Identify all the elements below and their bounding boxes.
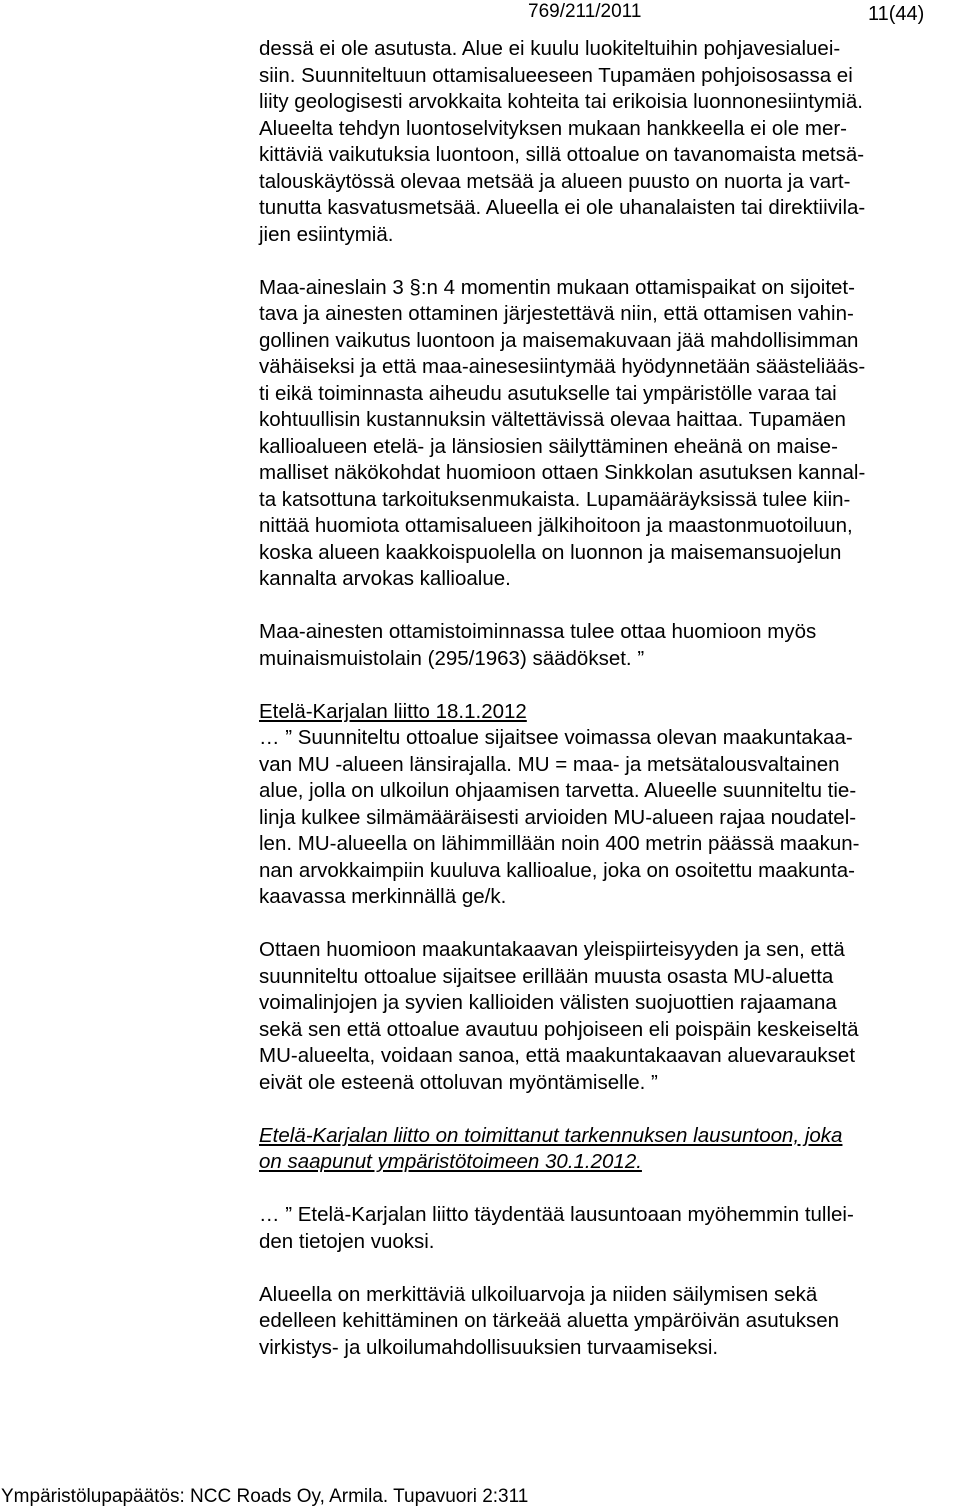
- text-line: liity geologisesti arvokkaita kohteita tai erikoisia luonnonesiintymiä.: [259, 90, 863, 113]
- text-line: den tietojen vuoksi.: [259, 1229, 435, 1253]
- text-line: eivät ole esteenä ottoluvan myöntämiselle. ”: [259, 1070, 658, 1094]
- text-line: malliset näkökohdat huomioon ottaen Sinkkolan asutuksen kannal-: [259, 461, 866, 484]
- text-line: kannalta arvokas kallioalue.: [259, 567, 511, 590]
- text-line: gollinen vaikutus luontoon ja maisemakuvaan jää mahdollisimman: [259, 328, 859, 352]
- text-line: len. MU-alueella on lähimmillään noin 400 metrin päässä maakun-: [259, 832, 860, 855]
- document-footer: Ympäristölupapäätös: NCC Roads Oy, Armila. Tupavuori 2:311: [1, 1486, 529, 1507]
- paragraph-supplement: [259, 1202, 939, 1255]
- text-line: virkistys- ja ulkoilumahdollisuuksien turvaamiseksi.: [259, 1335, 719, 1359]
- paragraph-groundwater-nature: [259, 36, 939, 248]
- heading-line: on saapunut ympäristötoimeen 30.1.2012.: [259, 1150, 642, 1173]
- text-line: van MU -alueen länsirajalla. MU = maa- ja metsätalousvaltainen: [259, 752, 840, 776]
- text-line: kaavassa merkinnällä ge/k.: [259, 885, 507, 908]
- text-line: alue, jolla on ulkoilun ohjaamisen tarvetta. Alueelle suunniteltu tie-: [259, 779, 857, 802]
- text-line: edelleen kehittäminen on tärkeää aluetta ympäröivän asutuksen: [259, 1309, 840, 1332]
- paragraph-antiquities-act: [259, 619, 939, 672]
- heading-line: Etelä-Karjalan liitto 18.1.2012: [259, 699, 527, 723]
- document-body: [259, 36, 939, 1361]
- heading-line: Etelä-Karjalan liitto on toimittanut tarkennuksen lausuntoon, joka: [259, 1123, 843, 1147]
- text-line: dessä ei ole asutusta. Alue ei kuulu luokiteltuihin pohjavesialuei-: [259, 37, 841, 60]
- text-line: Alueelta tehdyn luontoselvityksen mukaan hankkeella ei ole mer-: [259, 116, 848, 140]
- text-line: muinaismuistolain (295/1963) säädökset. ”: [259, 646, 645, 670]
- text-line: linja kulkee silmämääräisesti arvioiden MU-alueen rajaa noudatel-: [259, 805, 857, 829]
- text-line: kittäviä vaikutuksia luontoon, sillä ottoalue on tavanomaista metsä-: [259, 143, 865, 166]
- text-line: kohtuullisin kustannuksin vältettävissä olevaa haittaa. Tupamäen: [259, 408, 846, 431]
- text-line: siin. Suunniteltuun ottamisalueeseen Tupamäen pohjoisosassa ei: [259, 63, 853, 87]
- text-line: vähäiseksi ja että maa-ainesesiintymää hyödynnetään säästeliääs-: [259, 355, 866, 378]
- text-line: talouskäytössä olevaa metsää ja alueen puusto on nuorta ja vart-: [259, 169, 851, 193]
- paragraph-recreation-values: [259, 1282, 939, 1362]
- page-number: 11(44): [868, 3, 925, 25]
- text-line: nan arvokkaimpiin kuuluva kallioalue, joka on osoitettu maakunta-: [259, 858, 855, 882]
- text-line: kallioalueen etelä- ja länsiosien säilyttäminen eheänä on maise-: [259, 434, 838, 458]
- text-line: tava ja ainesten ottaminen järjestettävä niin, että ottamisen vahin-: [259, 302, 854, 325]
- text-line: koska alueen kaakkoispuolella on luonnon ja maisemansuojelun: [259, 540, 842, 564]
- text-line: Maa-aineslain 3 §:n 4 momentin mukaan ottamispaikat on sijoitet-: [259, 275, 855, 299]
- text-line: … ” Etelä-Karjalan liitto täydentää lausuntoaan myöhemmin tullei-: [259, 1203, 854, 1226]
- text-line: … ” Suunniteltu ottoalue sijaitsee voimassa olevan maakuntakaa-: [259, 726, 853, 749]
- text-line: tunutta kasvatusmetsää. Alueella ei ole uhanalaisten tai direktiivila-: [259, 196, 866, 219]
- text-line: sekä sen että ottoalue avautuu pohjoiseen eli poispäin keskeiseltä: [259, 1017, 859, 1041]
- paragraph-regional-plan: [259, 725, 939, 911]
- document-reference: 769/211/2011: [528, 1, 642, 22]
- section-heading-statement-supplement: [259, 1123, 939, 1176]
- text-line: Alueella on merkittäviä ulkoiluarvoja ja niiden säilymisen sekä: [259, 1282, 818, 1306]
- text-line: voimalinjojen ja syvien kallioiden välisten suojuottien rajaamana: [259, 991, 837, 1014]
- text-line: nittää huomiota ottamisalueen jälkihoitoon ja maastonmuotoiluun,: [259, 514, 853, 537]
- paragraph-plan-conclusion: [259, 937, 939, 1096]
- paragraph-extraction-act: [259, 275, 939, 593]
- text-line: Maa-ainesten ottamistoiminnassa tulee ottaa huomioon myös: [259, 620, 817, 643]
- text-line: ta katsottuna tarkoituksenmukaista. Lupamääräyksissä tulee kiin-: [259, 487, 851, 511]
- text-line: Ottaen huomioon maakuntakaavan yleispiirteisyyden ja sen, että: [259, 938, 845, 961]
- section-heading-regional-council: [259, 699, 939, 726]
- text-line: jien esiintymiä.: [259, 222, 394, 246]
- text-line: suunniteltu ottoalue sijaitsee erillään muusta osasta MU-aluetta: [259, 964, 834, 988]
- text-line: ti eikä toiminnasta aiheudu asutukselle tai ympäristölle varaa tai: [259, 381, 837, 405]
- text-line: MU-alueelta, voidaan sanoa, että maakuntakaavan aluevaraukset: [259, 1044, 856, 1067]
